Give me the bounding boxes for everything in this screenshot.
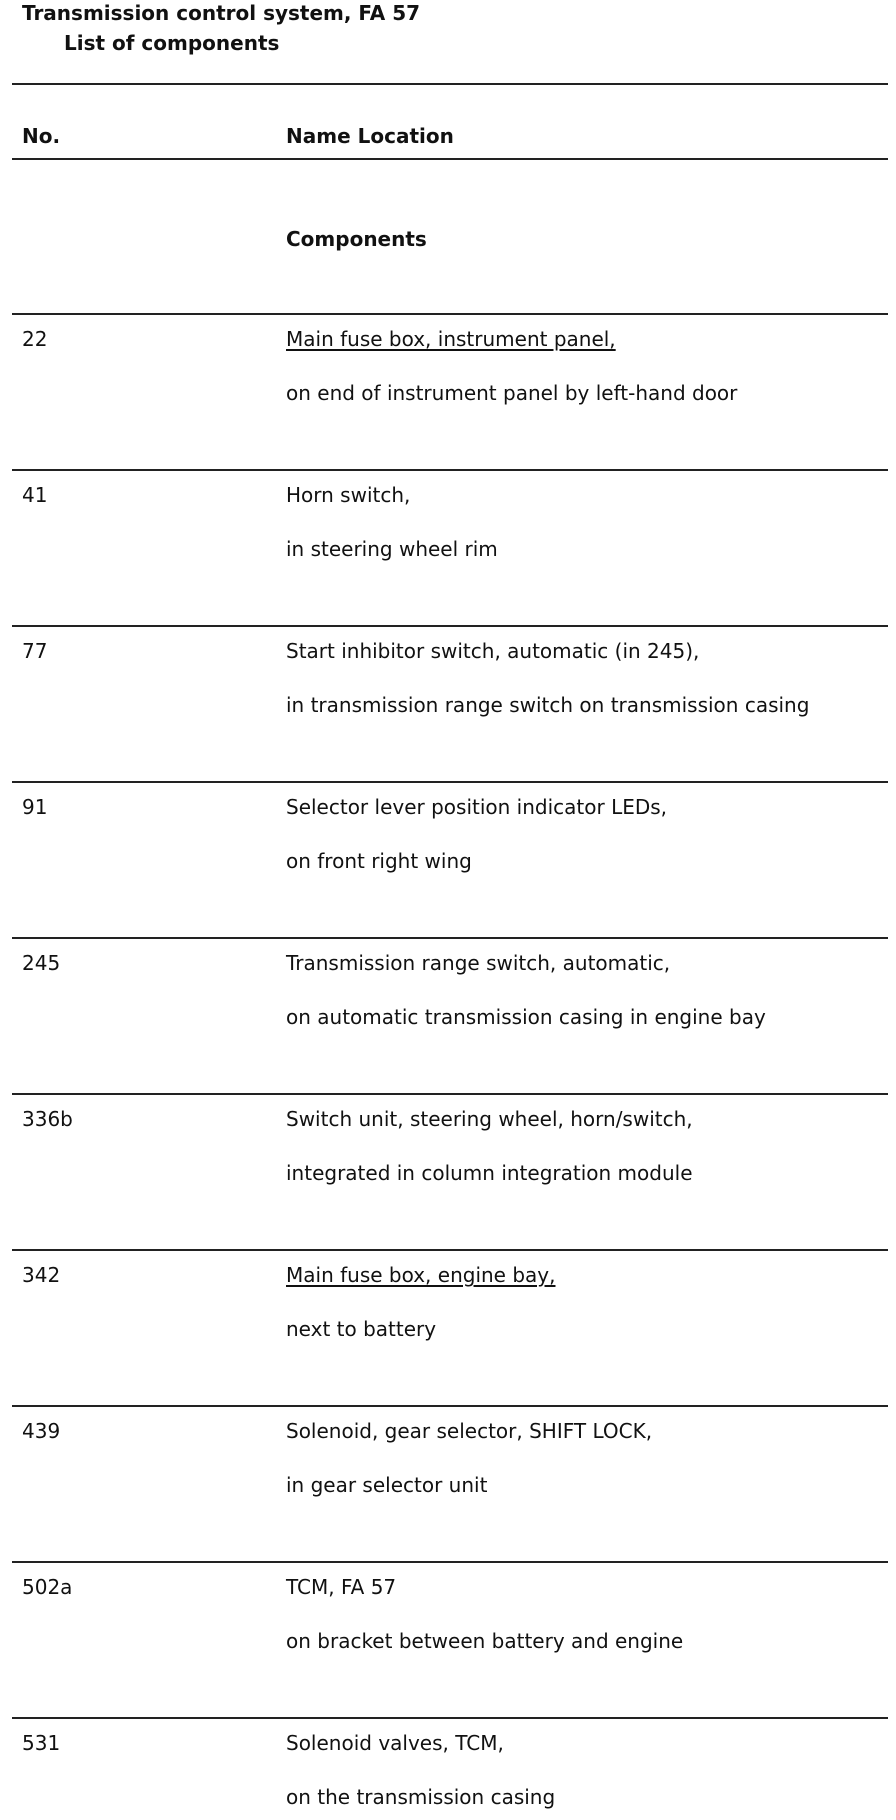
component-location: on automatic transmission casing in engine bay xyxy=(286,1005,766,1029)
component-name-link[interactable]: Main fuse box, engine bay, xyxy=(286,1263,556,1287)
component-name: Transmission range switch, automatic, xyxy=(286,951,671,975)
component-name: Start inhibitor switch, automatic (in 245), xyxy=(286,639,700,663)
table-row xyxy=(0,1717,896,1820)
page-title: Transmission control system, FA 57 xyxy=(22,1,421,25)
component-name: TCM, FA 57 xyxy=(286,1575,397,1599)
table-row xyxy=(0,781,896,937)
component-location: on the transmission casing xyxy=(286,1785,556,1809)
row-divider xyxy=(12,313,888,315)
component-location: on bracket between battery and engine xyxy=(286,1629,684,1653)
component-number: 245 xyxy=(22,951,61,975)
table-row xyxy=(0,313,896,469)
row-divider xyxy=(12,469,888,471)
page-subtitle: List of components xyxy=(64,31,280,55)
component-name: Solenoid, gear selector, SHIFT LOCK, xyxy=(286,1419,653,1443)
component-number: 22 xyxy=(22,327,48,351)
row-divider xyxy=(12,1405,888,1407)
component-location: on front right wing xyxy=(286,849,472,873)
table-row xyxy=(0,1405,896,1561)
section-heading: Components xyxy=(286,227,427,251)
component-name: Horn switch, xyxy=(286,483,411,507)
row-divider xyxy=(12,781,888,783)
component-name: Selector lever position indicator LEDs, xyxy=(286,795,668,819)
component-number: 531 xyxy=(22,1731,61,1755)
component-location: in gear selector unit xyxy=(286,1473,488,1497)
component-location: in transmission range switch on transmission casing xyxy=(286,693,810,717)
row-divider xyxy=(12,1249,888,1251)
component-location: next to battery xyxy=(286,1317,437,1341)
table-row xyxy=(0,1561,896,1717)
row-divider xyxy=(12,1561,888,1563)
component-number: 77 xyxy=(22,639,48,663)
row-divider xyxy=(12,1093,888,1095)
row-divider xyxy=(12,937,888,939)
component-number: 336b xyxy=(22,1107,73,1131)
row-divider xyxy=(12,1717,888,1719)
table-row xyxy=(0,1249,896,1405)
table-row xyxy=(0,625,896,781)
component-number: 502a xyxy=(22,1575,73,1599)
component-number: 41 xyxy=(22,483,48,507)
table-row xyxy=(0,1093,896,1249)
component-location: integrated in column integration module xyxy=(286,1161,693,1185)
component-location: in steering wheel rim xyxy=(286,537,498,561)
component-name: Solenoid valves, TCM, xyxy=(286,1731,504,1755)
column-header-name-location: Name Location xyxy=(286,124,454,148)
column-header-no: No. xyxy=(22,124,61,148)
component-number: 91 xyxy=(22,795,48,819)
component-number: 439 xyxy=(22,1419,61,1443)
component-name-link[interactable]: Main fuse box, instrument panel, xyxy=(286,327,616,351)
table-row xyxy=(0,937,896,1093)
component-name: Switch unit, steering wheel, horn/switch, xyxy=(286,1107,693,1131)
component-number: 342 xyxy=(22,1263,61,1287)
top-divider xyxy=(12,83,888,85)
row-divider xyxy=(12,625,888,627)
table-row xyxy=(0,469,896,625)
header-divider xyxy=(12,158,888,160)
component-location: on end of instrument panel by left-hand door xyxy=(286,381,738,405)
